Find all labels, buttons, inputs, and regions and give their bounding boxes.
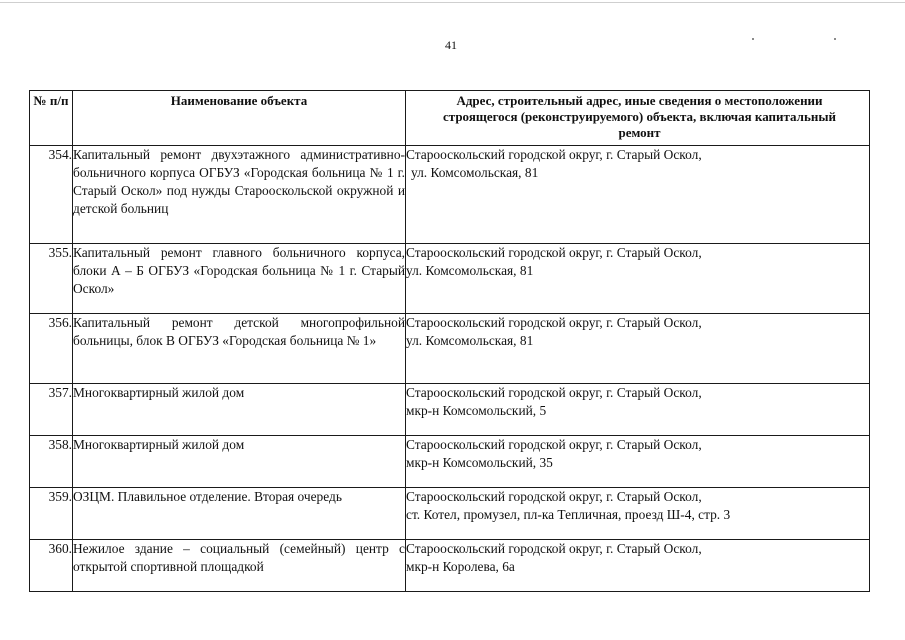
address-line-1: Старооскольский городской округ, г. Старый Оскол, xyxy=(406,489,702,504)
row-number: 359. xyxy=(30,488,73,540)
address-line-1: Старооскольский городской округ, г. Старый Оскол, xyxy=(406,437,702,452)
address-line-2: ул. Комсомольская, 81 xyxy=(411,165,539,180)
address-line-2: мкр-н Комсомольский, 5 xyxy=(406,403,547,418)
table-header-row xyxy=(30,91,870,146)
address-line-1: Старооскольский городской округ, г. Старый Оскол, xyxy=(406,147,702,162)
row-address xyxy=(406,488,870,540)
row-object-name: ОЗЦМ. Плавильное отделение. Вторая очередь xyxy=(73,488,406,540)
address-line-2: мкр-н Комсомольский, 35 xyxy=(406,455,553,470)
row-address xyxy=(406,146,870,244)
row-number: 357. xyxy=(30,384,73,436)
table-row xyxy=(30,384,870,436)
row-object-name: Капитальный ремонт главного больничного корпуса, блоки А – Б ОГБУЗ «Городская больница № 1 г. Старый Оскол» xyxy=(73,244,406,314)
address-line-1: Старооскольский городской округ, г. Старый Оскол, xyxy=(406,385,702,400)
row-number: 355. xyxy=(30,244,73,314)
row-object-name: Капитальный ремонт двухэтажного административно-больничного корпуса ОГБУЗ «Городская больница № 1 г. Старый Оскол» под нужды Старооскольской окружной и детской больниц xyxy=(73,146,406,244)
scan-speck xyxy=(752,38,754,40)
address-line-1: Старооскольский городской округ, г. Старый Оскол, xyxy=(406,541,702,556)
row-object-name: Многоквартирный жилой дом xyxy=(73,436,406,488)
row-address xyxy=(406,244,870,314)
row-address xyxy=(406,314,870,384)
row-number: 356. xyxy=(30,314,73,384)
row-object-name: Нежилое здание – социальный (семейный) центр с открытой спортивной площадкой xyxy=(73,540,406,592)
table-row xyxy=(30,146,870,244)
row-address xyxy=(406,384,870,436)
table-row xyxy=(30,436,870,488)
page-number: 41 xyxy=(445,38,457,52)
row-number: 360. xyxy=(30,540,73,592)
row-address xyxy=(406,436,870,488)
address-line-1: Старооскольский городской округ, г. Старый Оскол, xyxy=(406,315,702,330)
row-number: 354. xyxy=(30,146,73,244)
header-name: Наименование объекта xyxy=(73,91,406,146)
table-row xyxy=(30,314,870,384)
table-row xyxy=(30,488,870,540)
row-address xyxy=(406,540,870,592)
header-address: Адрес, строительный адрес, иные сведения о местоположении строящегося (реконструируемого) объекта, включая капитальный ремонт xyxy=(406,91,870,146)
address-line-2: ст. Котел, промузел, пл-ка Тепличная, проезд Ш-4, стр. 3 xyxy=(406,507,731,522)
address-line-2: мкр-н Королева, 6а xyxy=(406,559,515,574)
address-line-1: Старооскольский городской округ, г. Старый Оскол, xyxy=(406,245,702,260)
table-row xyxy=(30,244,870,314)
row-object-name: Многоквартирный жилой дом xyxy=(73,384,406,436)
address-line-2: ул. Комсомольская, 81 xyxy=(406,333,534,348)
top-rule xyxy=(0,2,905,3)
scan-speck xyxy=(834,38,836,40)
table-row xyxy=(30,540,870,592)
row-object-name: Капитальный ремонт детской многопрофильной больницы, блок В ОГБУЗ «Городская больница № 1» xyxy=(73,314,406,384)
header-number: № п/п xyxy=(30,91,73,146)
row-number: 358. xyxy=(30,436,73,488)
objects-table xyxy=(29,90,870,592)
address-line-2: ул. Комсомольская, 81 xyxy=(406,263,534,278)
